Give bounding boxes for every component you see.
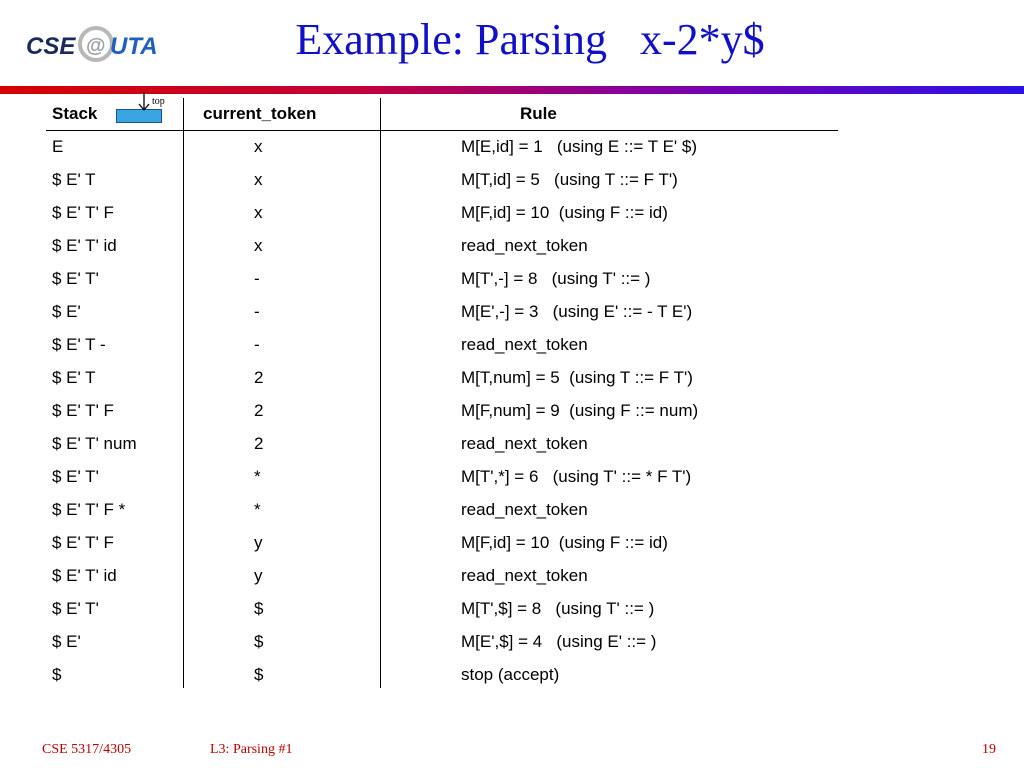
cell-rule: M[F,id] = 10 (using F ::= id) — [461, 203, 668, 222]
table-row — [0, 659, 1024, 692]
table-row — [0, 395, 1024, 428]
header-rule: Rule — [520, 104, 557, 123]
svg-text:CSE: CSE — [26, 33, 76, 60]
cell-stack: $ E' T' — [52, 467, 99, 486]
table-row — [0, 461, 1024, 494]
cell-rule: read_next_token — [461, 236, 588, 255]
header-current-token: current_token — [203, 104, 317, 123]
cell-token: - — [254, 335, 260, 354]
footer-page-number: 19 — [982, 742, 996, 757]
cell-token: $ — [254, 599, 264, 618]
cell-token: y — [254, 566, 263, 585]
title-divider-bar — [0, 86, 1024, 94]
table-row — [0, 329, 1024, 362]
cell-stack: $ E' T' F — [52, 533, 114, 552]
cell-stack: $ E' T — [52, 170, 96, 189]
cell-stack: $ E' T' F — [52, 203, 114, 222]
cell-token: * — [254, 467, 261, 486]
cell-stack: $ — [52, 665, 62, 684]
cell-rule: M[T',-] = 8 (using T' ::= ) — [461, 269, 651, 288]
svg-text:@: @ — [86, 35, 106, 57]
cell-token: $ — [254, 665, 264, 684]
cell-rule: M[T',*] = 6 (using T' ::= * F T') — [461, 467, 692, 486]
cell-rule: M[F,num] = 9 (using F ::= num) — [461, 401, 699, 420]
table-row — [0, 296, 1024, 329]
table-row — [0, 626, 1024, 659]
cell-stack: $ E' — [52, 302, 81, 321]
cell-rule: M[F,id] = 10 (using F ::= id) — [461, 533, 668, 552]
cell-token: * — [254, 500, 261, 519]
cell-token: 2 — [254, 368, 264, 387]
table-row — [0, 494, 1024, 527]
table-row — [0, 527, 1024, 560]
cell-stack: $ E' T' id — [52, 236, 117, 255]
table-row — [0, 560, 1024, 593]
cell-rule: M[E,id] = 1 (using E ::= T E' $) — [461, 137, 697, 156]
slide-title: Example: Parsing x-2*y$ — [295, 15, 765, 64]
cell-rule: M[E',$] = 4 (using E' ::= ) — [461, 632, 657, 651]
cell-rule: M[E',-] = 3 (using E' ::= - T E') — [461, 302, 693, 321]
cell-stack: $ E' T' F — [52, 401, 114, 420]
cell-token: 2 — [254, 401, 264, 420]
table-row — [0, 263, 1024, 296]
cell-rule: read_next_token — [461, 500, 588, 519]
cell-stack: $ E' — [52, 632, 81, 651]
cell-stack: $ E' T — [52, 368, 96, 387]
cell-token: - — [254, 269, 260, 288]
cell-token: x — [254, 203, 263, 222]
cse-uta-logo — [24, 22, 164, 68]
cell-rule: stop (accept) — [461, 665, 560, 684]
cell-stack: $ E' T' — [52, 269, 99, 288]
cell-stack: E — [52, 137, 64, 156]
cell-token: x — [254, 236, 263, 255]
top-label: top — [152, 96, 165, 107]
cell-token: 2 — [254, 434, 264, 453]
cell-rule: read_next_token — [461, 566, 588, 585]
footer-lecture: L3: Parsing #1 — [210, 742, 293, 757]
cell-token: $ — [254, 632, 264, 651]
svg-text:UTA: UTA — [110, 33, 158, 60]
table-row — [0, 164, 1024, 197]
cell-rule: M[T',$] = 8 (using T' ::= ) — [461, 599, 655, 618]
cell-stack: $ E' T' id — [52, 566, 117, 585]
cell-rule: M[T,id] = 5 (using T ::= F T') — [461, 170, 678, 189]
cell-rule: read_next_token — [461, 335, 588, 354]
table-row — [0, 428, 1024, 461]
table-row — [0, 197, 1024, 230]
cell-rule: read_next_token — [461, 434, 588, 453]
table-row — [0, 593, 1024, 626]
cell-token: x — [254, 137, 263, 156]
table-row — [0, 131, 1024, 164]
arrow-down-icon — [137, 92, 151, 112]
cell-token: x — [254, 170, 263, 189]
cell-stack: $ E' T' — [52, 599, 99, 618]
cell-stack: $ E' T - — [52, 335, 106, 354]
footer-course: CSE 5317/4305 — [42, 742, 132, 757]
cell-stack: $ E' T' num — [52, 434, 137, 453]
cell-rule: M[T,num] = 5 (using T ::= F T') — [461, 368, 693, 387]
table-row — [0, 230, 1024, 263]
cell-token: - — [254, 302, 260, 321]
header-stack: Stack — [52, 104, 98, 123]
cell-stack: $ E' T' F * — [52, 500, 126, 519]
cell-token: y — [254, 533, 263, 552]
table-row — [0, 362, 1024, 395]
